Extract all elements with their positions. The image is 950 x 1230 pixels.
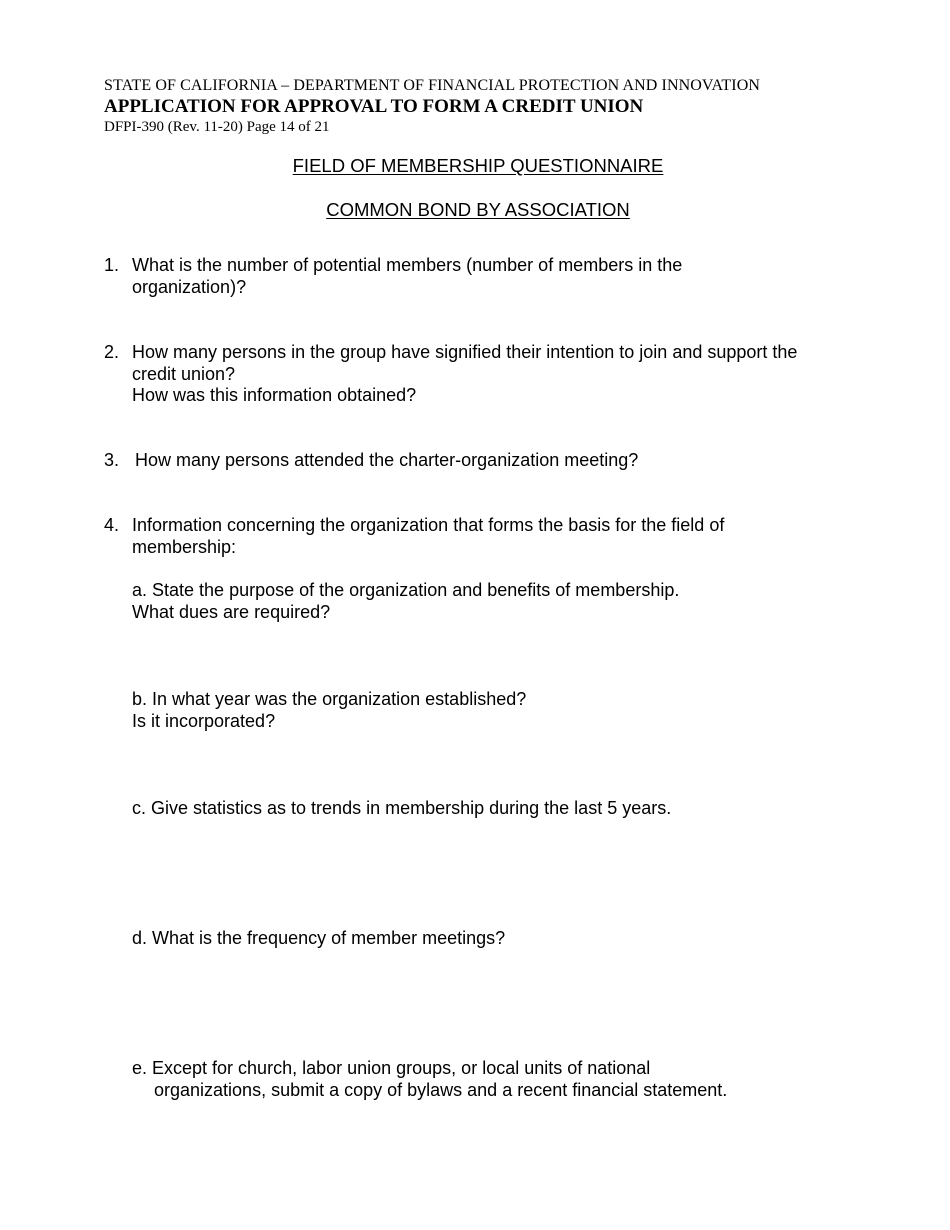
- subquestion-line: Is it incorporated?: [132, 710, 276, 731]
- question-line: How was this information obtained?: [132, 385, 417, 406]
- subquestion-b: [132, 689, 526, 732]
- agency-name: STATE OF CALIFORNIA – DEPARTMENT OF FINANCIAL PROTECTION AND INNOVATION: [104, 77, 761, 94]
- question-text: [135, 450, 638, 472]
- question-line: What is the number of potential members (number of members in the: [132, 255, 683, 275]
- questionnaire-title: FIELD OF MEMBERSHIP QUESTIONNAIRE: [292, 155, 664, 176]
- question-line: Information concerning the organization that forms the basis for the field of: [132, 515, 725, 535]
- form-id-page-number: DFPI-390 (Rev. 11-20) Page 14 of 21: [104, 119, 330, 135]
- question-number: 4.: [104, 515, 120, 535]
- question-number: 3.: [104, 450, 120, 470]
- subquestion-a: [132, 580, 679, 623]
- question-line: credit union?: [132, 363, 236, 384]
- subquestion-line: organizations, submit a copy of bylaws and a recent financial statement.: [154, 1079, 728, 1100]
- question-line: How many persons attended the charter-organization meeting?: [135, 450, 639, 470]
- subquestion-line: c. Give statistics as to trends in membership during the last 5 years.: [132, 798, 672, 818]
- question-text: [132, 255, 682, 298]
- question-line: membership:: [132, 536, 237, 557]
- question-number: 2.: [104, 342, 120, 362]
- subquestion-line: b. In what year was the organization established?: [132, 689, 527, 709]
- question-number: 1.: [104, 255, 120, 275]
- document-header: [104, 75, 760, 136]
- subquestion-d: [132, 928, 505, 950]
- subquestion-line: What dues are required?: [132, 601, 331, 622]
- question-line: How many persons in the group have signified their intention to join and support the: [132, 342, 798, 362]
- question-text: [132, 342, 797, 407]
- form-title: APPLICATION FOR APPROVAL TO FORM A CREDIT UNION: [104, 96, 644, 117]
- subquestion-line: d. What is the frequency of member meetings?: [132, 928, 506, 948]
- subquestion-line: e. Except for church, labor union groups, or local units of national: [132, 1058, 651, 1078]
- question-line: organization)?: [132, 276, 247, 297]
- subquestion-e: [132, 1058, 727, 1101]
- questionnaire-subtitle: COMMON BOND BY ASSOCIATION: [326, 199, 630, 220]
- subquestion-c: [132, 798, 671, 820]
- question-text: [132, 515, 724, 558]
- subquestion-line: a. State the purpose of the organization and benefits of membership.: [132, 580, 680, 600]
